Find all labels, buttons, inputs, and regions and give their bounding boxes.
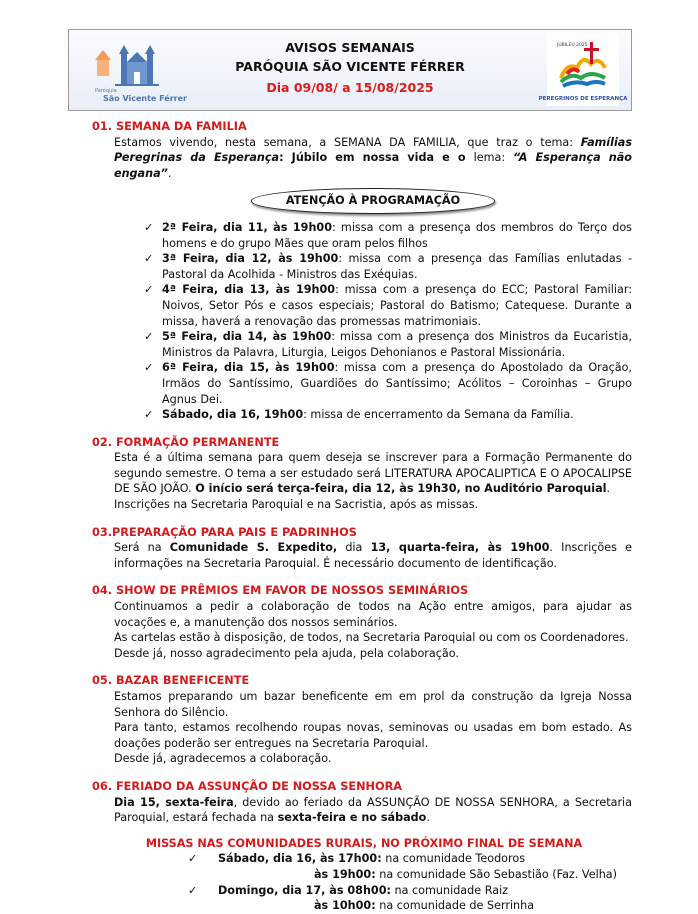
page-title: AVISOS SEMANAIS (285, 40, 415, 55)
section-title-6: 06. FERIADO DA ASSUNÇÃO DE NOSSA SENHORA (92, 779, 403, 793)
notices-content (92, 119, 632, 914)
s6-closed-days: sexta-feira e no sábado (277, 811, 427, 825)
list-item (144, 282, 632, 329)
s2-text-a: Esta é a última semana para quem deseja se inscrever para a Formação Permanente do segundo semestre. O tema a ser estudado será LITERATURA APOCALIPTICA E O APOCALIPSE DE SÃO JOÃO. (114, 451, 632, 496)
section-4-p2: As cartelas estão à disposição, de todos, na Secretaria Paroquial ou com os Coordenadores. (114, 631, 629, 645)
mass-detail (218, 883, 508, 899)
s6-text-end: . (426, 811, 430, 825)
section-2-signup: Inscrições na Secretaria Paroquial e na Sacristia, após as missas. (114, 498, 479, 512)
mass-place: na comunidade Teodoros (381, 852, 526, 866)
mass-day: Domingo, dia 17, às 08h00: (218, 883, 391, 897)
section-3-text (92, 540, 632, 571)
section-title-3: 03.PREPARAÇÃO PARA PAIS E PADRINHOS (92, 525, 357, 539)
section-title-4: 04. SHOW DE PRÊMIOS EM FAVOR DE NOSSOS SEMINÁRIOS (92, 584, 469, 598)
s6-date: Dia 15, sexta-feira (114, 795, 234, 809)
mass-row (92, 867, 632, 883)
item-text: : missa com a presença dos membros do Terço dos homens e do grupo Mães que oram pelos filhos (162, 220, 632, 250)
item-date: 3ª Feira, dia 12, às 19h00 (162, 252, 339, 266)
mass-time: às 10h00: (314, 899, 376, 913)
jubilee-logo-small: JUBILEU 2025 (557, 43, 588, 48)
section-4-p1: Continuamos a pedir a colaboração de todos na Ação entre amigos, para ajudar as vocações e, a manutenção dos nossos seminários. (114, 600, 632, 629)
list-item (144, 407, 632, 423)
mass-row (92, 898, 632, 914)
mass-row (92, 851, 632, 867)
section-1-intro (92, 135, 632, 182)
section-5-p3: Desde já, agradecemos a colaboração. (114, 752, 332, 766)
parish-logo-name: São Vicente Férrer (103, 94, 187, 103)
check-icon: ✓ (144, 330, 154, 344)
item-text: : missa com a presença do ECC; Pastoral Familiar: Noivos, Setor Pós e casos especiais; Pastoral do Batismo; Catequese. Durante a missa, haverá a renovação das promessas matrimoniais. (162, 283, 632, 328)
mass-place: na comunidade Raiz (390, 883, 509, 897)
s6-text-b: , devido ao feriado da ASSUNÇÃO DE NOSSA SENHORA, a Secretaria Paroquial, estará fechada na (114, 795, 633, 825)
parish-logo-small: Paróquia (95, 88, 117, 94)
item-date: 2ª Feira, dia 11, às 19h00 (162, 220, 332, 234)
mass-place: na comunidade São Sebastião (Faz. Velha) (375, 867, 618, 881)
section-5-p2: Para tanto, estamos recolhendo roupas novas, seminovas ou usadas em bom estado. As doações poderão ser entregues na Secretaria Paroquial. (114, 721, 632, 750)
item-date: 4ª Feira, dia 13, às 19h00 (162, 283, 336, 297)
list-item (144, 220, 632, 251)
attention-banner: ATENÇÃO À PROGRAMAÇÃO (251, 188, 495, 214)
s2-text-end: . (606, 482, 611, 496)
item-date: 6ª Feira, dia 15, às 19h00 (162, 361, 335, 375)
jubilee-icon (538, 34, 628, 106)
item-date: 5ª Feira, dia 14, às 19h00 (162, 330, 332, 344)
item-text: : missa com a presença das Famílias enlutadas - Pastoral da Acolhida - Ministros das Exéquias. (162, 252, 632, 281)
section-title-1: 01. SEMANA DA FAMILIA (92, 120, 247, 133)
header-box (68, 29, 632, 111)
date-range: Dia 09/08/ a 15/08/2025 (266, 80, 434, 95)
jubilee-logo (538, 34, 628, 106)
s1-text-c: lema: (473, 151, 513, 165)
item-text: : missa com a presença dos Ministros da Eucaristia, Ministros da Palavra, Liturgia, Leigos Dehonianos e Pastoral Missionária. (162, 330, 632, 359)
s1-theme: Famílias Peregrinas da Esperança (114, 135, 632, 165)
mass-detail (314, 867, 617, 883)
s3-text-a: Será na (114, 541, 170, 555)
program-list (92, 220, 632, 423)
list-item (144, 360, 632, 407)
check-icon: ✓ (144, 252, 154, 266)
check-icon: ✓ (144, 361, 154, 375)
section-2-text (92, 450, 632, 497)
rural-masses-title: MISSAS NAS COMUNIDADES RURAIS, NO PRÓXIMO FINAL DE SEMANA (145, 836, 583, 850)
s1-motto: “A Esperança não engana” (114, 151, 632, 180)
mass-row (92, 883, 632, 899)
attention-banner-wrap (92, 188, 632, 214)
section-4-p3: Desde já, nosso agradecimento pela ajuda, pela colaboração. (114, 646, 459, 660)
mass-detail (218, 851, 525, 867)
s1-text-a: Estamos vivendo, nesta semana, a SEMANA DA FAMILIA, que traz o tema: (114, 135, 581, 149)
s3-community: Comunidade S. Expedito, (169, 541, 338, 555)
mass-place: na comunidade de Serrinha (375, 899, 535, 913)
section-6-text (92, 795, 632, 826)
s1-text-b: : Júbilo em nossa vida e o (279, 151, 474, 165)
item-text: : missa de encerramento da Semana da Família. (303, 408, 574, 422)
s3-text-e: . Inscrições e informações na Secretaria Paroquial. É necessário documento de identificação. (114, 541, 632, 570)
item-text: : missa com a presença do Apostolado da Oração, Irmãos do Santíssimo, Guardiões do Santíssimo; Acólitos – Coroinhas – Grupo Agnus Dei. (162, 361, 632, 406)
mass-detail (314, 898, 534, 914)
s1-text-end: . (167, 166, 172, 180)
item-date: Sábado, dia 16, 19h00 (162, 408, 304, 422)
check-icon: ✓ (188, 852, 198, 866)
s2-start-date: O início será terça-feira, dia 12, às 19h30, no Auditório Paroquial (195, 482, 607, 496)
mass-time: às 19h00: (314, 867, 376, 881)
s3-text-c: dia (337, 541, 371, 555)
section-title-2: 02. FORMAÇÃO PERMANENTE (92, 435, 280, 449)
list-item (144, 329, 632, 360)
parish-name: PARÓQUIA SÃO VICENTE FÉRRER (235, 59, 465, 74)
s3-date: 13, quarta-feira, às 19h00 (370, 541, 550, 555)
check-icon: ✓ (188, 883, 198, 897)
check-icon: ✓ (144, 283, 154, 297)
jubilee-logo-text: PEREGRINOS DE ESPERANÇA (538, 96, 628, 102)
check-icon: ✓ (144, 220, 154, 234)
section-title-5: 05. BAZAR BENEFICENTE (92, 674, 250, 688)
list-item (144, 251, 632, 282)
mass-day: Sábado, dia 16, às 17h00: (218, 852, 382, 866)
check-icon: ✓ (144, 408, 154, 422)
section-5-p1: Estamos preparando um bazar beneficente em em prol da construção da Igreja Nossa Senhora do Silêncio. (114, 690, 632, 719)
